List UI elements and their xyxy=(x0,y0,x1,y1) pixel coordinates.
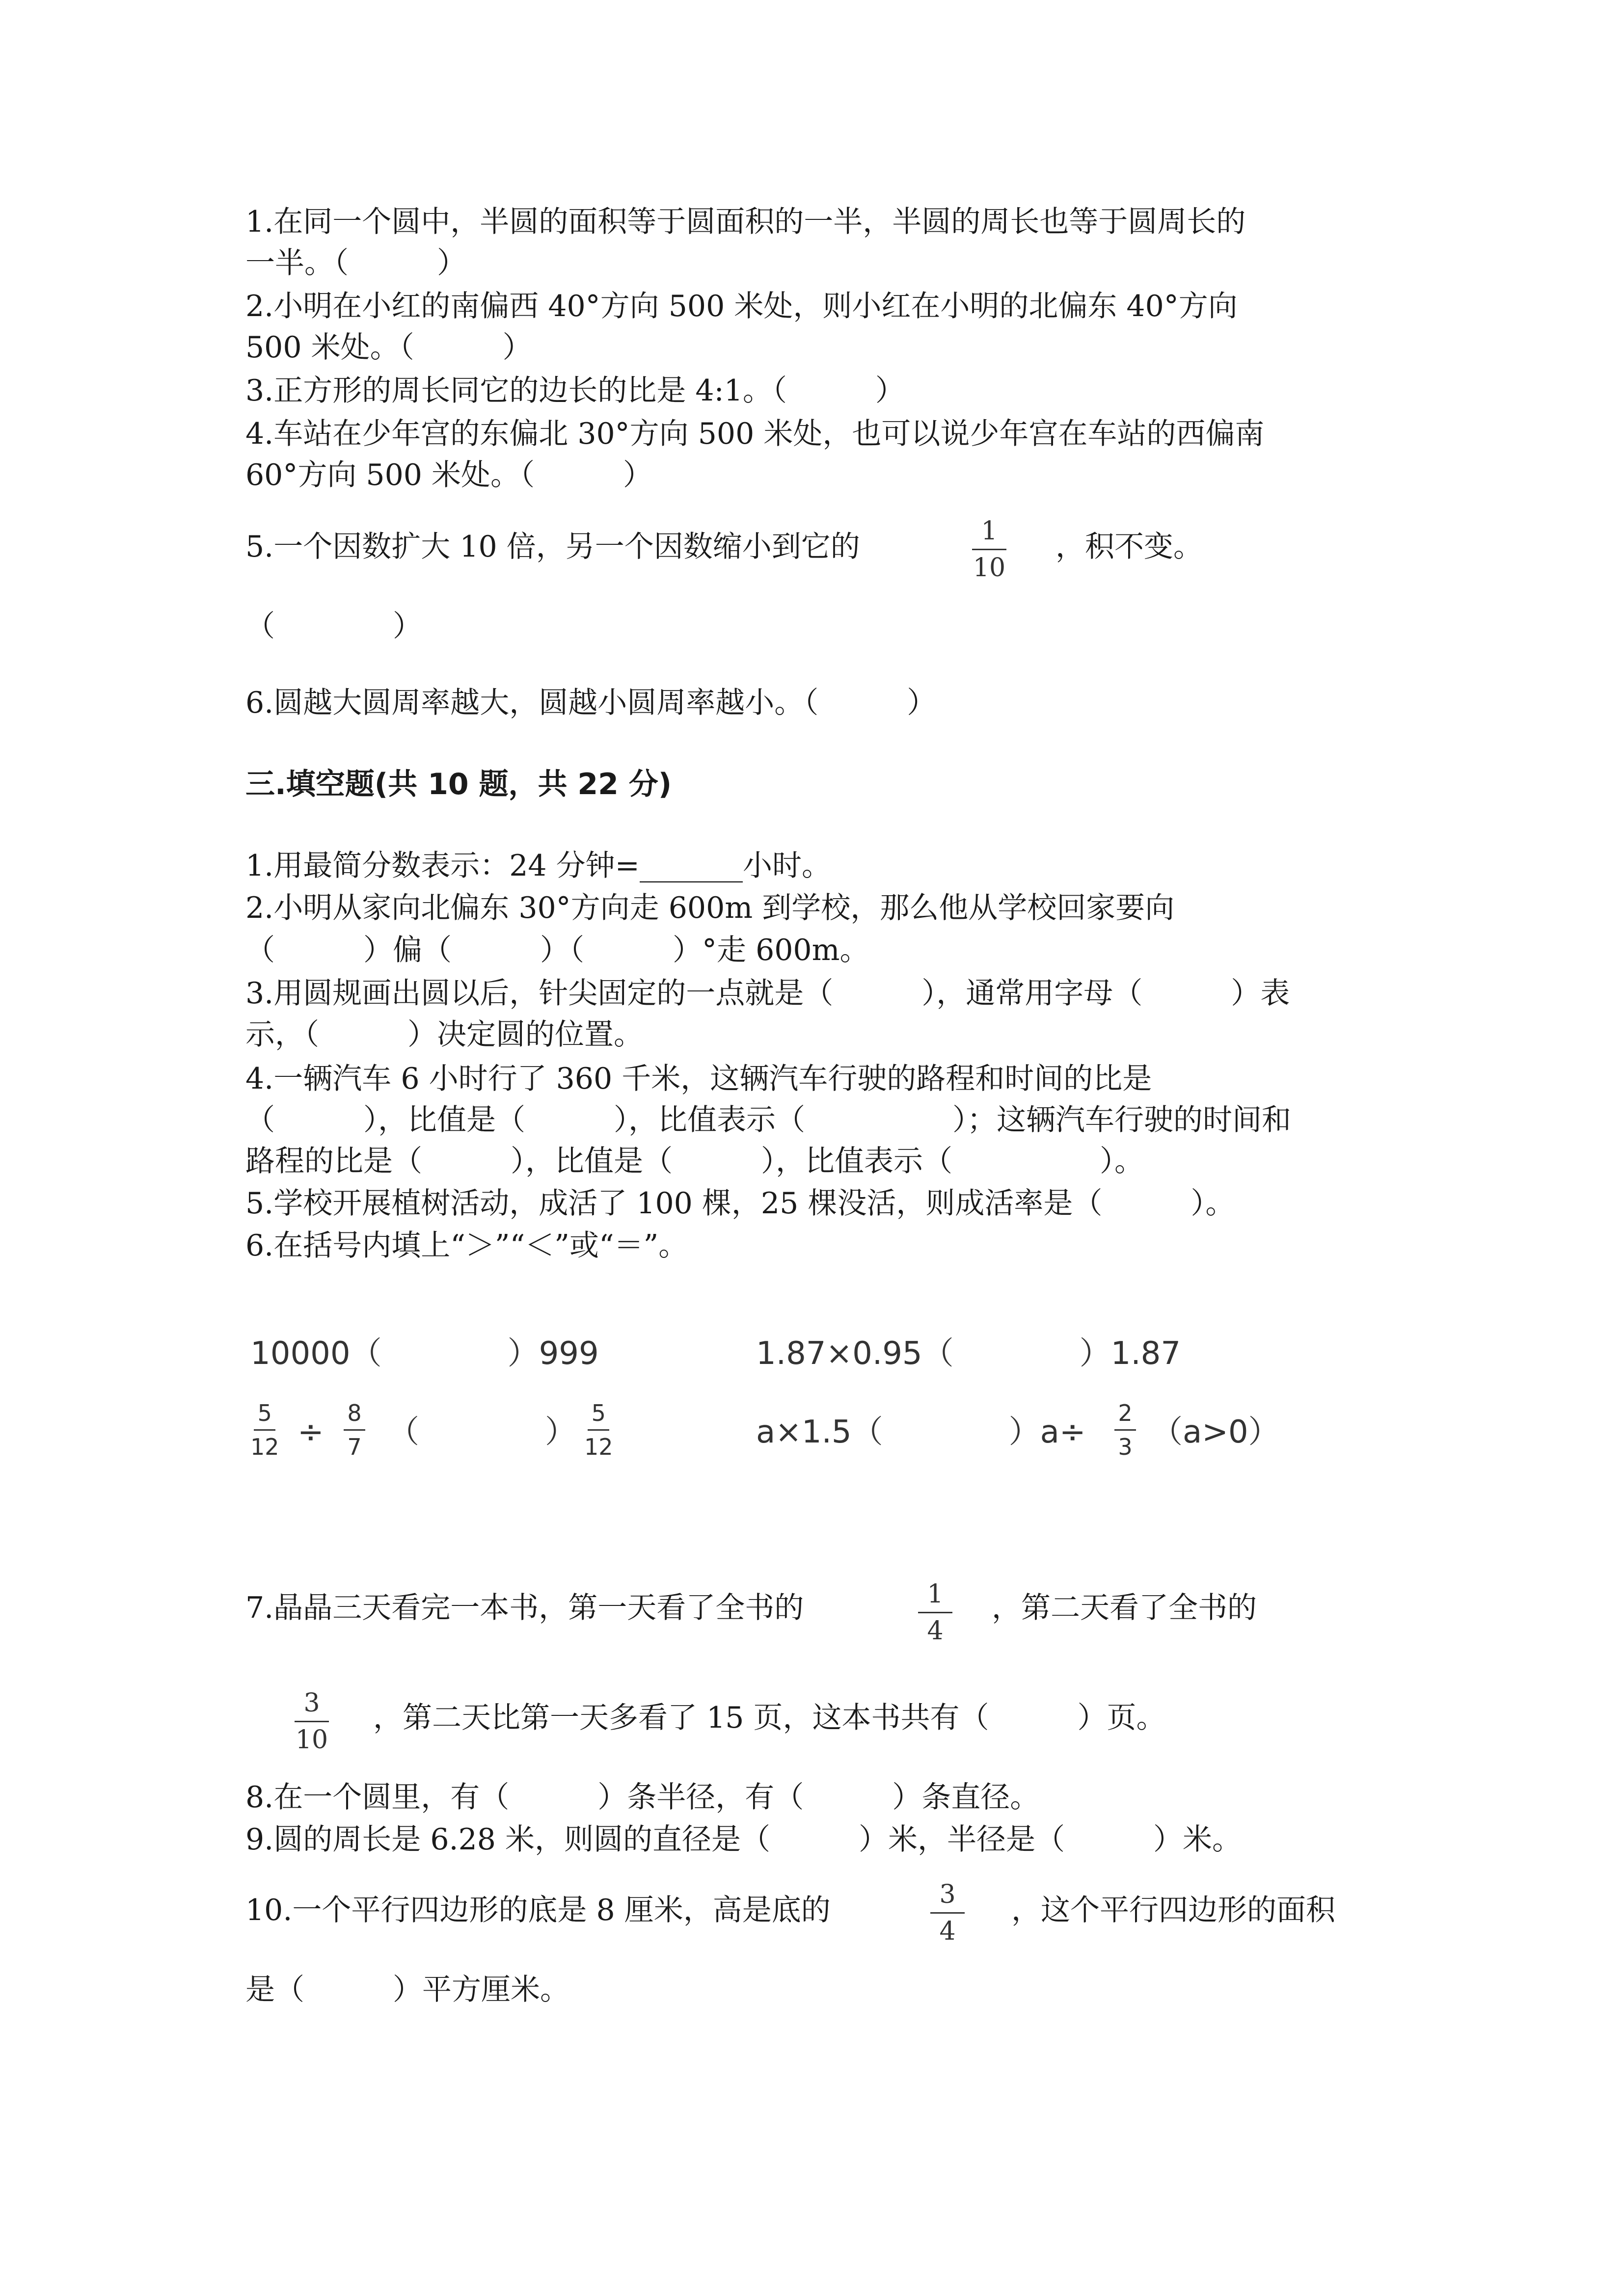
judge-q1-line2: 一半。（ ） xyxy=(245,246,466,280)
judge-q5-text: 5.一个因数扩大 10 倍，另一个因数缩小到它的 xyxy=(245,530,860,564)
fill-q4-line2: （ ），比值是（ ），比值表示（ ）；这辆汽车行驶的时间和 xyxy=(245,1103,1291,1137)
compare-a: 10000（ ）999 xyxy=(250,1335,599,1372)
fill-q3-line2: 示，（ ）决定圆的位置。 xyxy=(245,1017,643,1052)
fill-q4-line1: 4.一辆汽车 6 小时行了 360 千米，这辆汽车行驶的路程和时间的比是 xyxy=(245,1062,1152,1096)
fill-q1: 1.用最简分数表示：24 分钟=_______小时。 xyxy=(245,849,831,883)
judge-q3: 3.正方形的周长同它的边长的比是 4:1。（ ） xyxy=(245,374,905,408)
fraction-numerator: 3 xyxy=(303,1688,320,1718)
judge-q5-fraction xyxy=(972,516,1006,583)
compare-d-fraction xyxy=(1114,1400,1136,1460)
fraction-numerator: 2 xyxy=(1118,1400,1133,1426)
fill-q10-tail: ，这个平行四边形的面积 xyxy=(1011,1893,1335,1927)
fill-q6: 6.在括号内填上“＞”“＜”或“＝”。 xyxy=(245,1228,688,1263)
fill-q3-line1: 3.用圆规画出圆以后，针尖固定的一点就是（ ），通常用字母（ ）表 xyxy=(245,976,1290,1011)
fill-q9: 9.圆的周长是 6.28 米，则圆的直径是（ ）米，半径是（ ）米。 xyxy=(245,1822,1242,1857)
fraction-bar xyxy=(930,1912,965,1914)
compare-c-fraction-2 xyxy=(344,1400,365,1460)
judge-q2-line1: 2.小明在小红的南偏西 40°方向 500 米处，则小红在小明的北偏东 40°方向 xyxy=(245,289,1238,323)
judge-q2-line2: 500 米处。（ ） xyxy=(245,330,532,365)
fraction-bar xyxy=(344,1429,365,1431)
fraction-numerator: 5 xyxy=(591,1400,606,1426)
fraction-bar xyxy=(254,1429,275,1431)
judge-q5-answer-paren: （ ） xyxy=(245,609,422,643)
judge-q1-line1: 1.在同一个圆中，半圆的面积等于圆面积的一半，半圆的周长也等于圆周长的 xyxy=(245,205,1246,239)
compare-c-operator: ÷ xyxy=(298,1414,324,1450)
fraction-bar xyxy=(918,1612,952,1613)
section-heading: 三.填空题(共 10 题，共 22 分) xyxy=(245,767,672,801)
compare-b: 1.87×0.95（ ）1.87 xyxy=(756,1335,1181,1372)
fill-q2-line1: 2.小明从家向北偏东 30°方向走 600m 到学校，那么他从学校回家要向 xyxy=(245,891,1175,925)
fraction-denominator: 12 xyxy=(250,1434,279,1460)
fraction-denominator: 10 xyxy=(973,553,1006,583)
fill-q7-fraction-2 xyxy=(295,1688,329,1755)
fill-q7-mid: ，第二天看了全书的 xyxy=(992,1591,1257,1625)
fraction-numerator: 1 xyxy=(981,516,998,546)
fraction-denominator: 3 xyxy=(1118,1434,1133,1460)
fraction-bar xyxy=(972,549,1006,550)
fraction-numerator: 1 xyxy=(927,1579,944,1609)
fill-q10-fraction xyxy=(930,1880,965,1946)
fill-q7-fraction-1 xyxy=(918,1579,952,1646)
fraction-numerator: 8 xyxy=(347,1400,362,1426)
fraction-bar xyxy=(295,1721,329,1722)
judge-q4-line2: 60°方向 500 米处。（ ） xyxy=(245,458,653,492)
judge-q5-tail: ，积不变。 xyxy=(1056,530,1203,564)
fill-q7-text: 7.晶晶三天看完一本书，第一天看了全书的 xyxy=(245,1591,804,1625)
fill-q2-line2: （ ）偏（ ）（ ）°走 600m。 xyxy=(245,933,869,967)
fraction-bar xyxy=(1114,1429,1136,1431)
judge-q6: 6.圆越大圆周率越大，圆越小圆周率越小。（ ） xyxy=(245,686,937,720)
judge-q4-line1: 4.车站在少年宫的东偏北 30°方向 500 米处，也可以说少年宫在车站的西偏南 xyxy=(245,417,1265,451)
fill-q10-text: 10.一个平行四边形的底是 8 厘米，高是底的 xyxy=(245,1893,831,1927)
fraction-numerator: 3 xyxy=(939,1880,956,1909)
compare-c-fraction-3 xyxy=(584,1400,613,1460)
compare-c-fraction-1 xyxy=(250,1400,279,1460)
fill-q8: 8.在一个圆里，有（ ）条半径，有（ ）条直径。 xyxy=(245,1780,1040,1815)
fraction-denominator: 4 xyxy=(927,1616,944,1646)
fraction-bar xyxy=(588,1429,609,1431)
fill-q4-line3: 路程的比是（ ），比值是（ ），比值表示（ ）。 xyxy=(245,1144,1144,1178)
compare-d-left: a×1.5（ ）a÷ xyxy=(756,1414,1086,1450)
compare-c-paren: （ ） xyxy=(388,1414,576,1450)
fraction-denominator: 12 xyxy=(584,1434,613,1460)
fraction-denominator: 7 xyxy=(347,1434,362,1460)
fraction-numerator: 5 xyxy=(257,1400,272,1426)
fraction-denominator: 4 xyxy=(939,1917,956,1946)
fill-q10-line2: 是（ ）平方厘米。 xyxy=(245,1973,569,2007)
fraction-denominator: 10 xyxy=(295,1725,328,1755)
fill-q5: 5.学校开展植树活动，成活了 100 棵，25 棵没活，则成活率是（ ）。 xyxy=(245,1186,1235,1221)
compare-d-right: （a>0） xyxy=(1151,1414,1280,1450)
fill-q7-tail: ，第二天比第一天多看了 15 页，这本书共有（ ）页。 xyxy=(373,1701,1166,1735)
